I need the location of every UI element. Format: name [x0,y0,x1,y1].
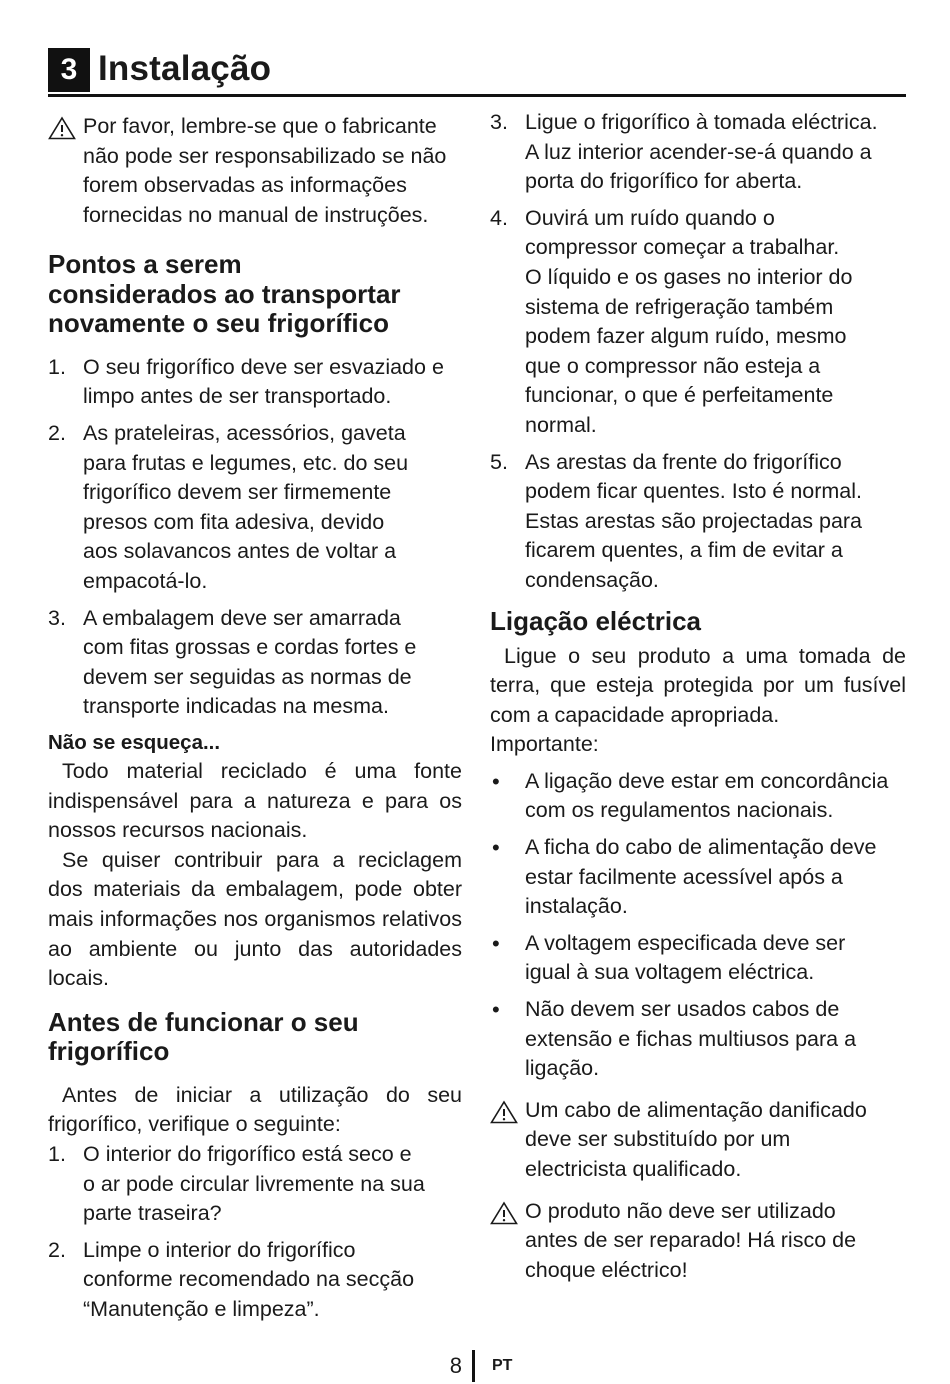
item-line: normal. [525,412,597,437]
item-line: As arestas da frente do frigorífico [525,449,842,474]
list-item [490,204,906,441]
item-line: compressor começar a trabalhar. [525,235,840,260]
list-item [48,353,462,412]
item-number: 2. [48,1237,66,1262]
electric-connection-heading: Ligação eléctrica [490,605,701,636]
list-item [48,419,462,597]
item-line: empacotá-lo. [83,569,208,594]
item-line: O interior do frigorífico está seco e [83,1141,412,1166]
requirements-list [490,767,906,1084]
item-line: ligação. [525,1056,600,1081]
item-number: 2. [48,421,66,446]
bullet-item [490,833,906,922]
item-line: Limpe o interior do frigorífico [83,1237,356,1262]
item-line: A voltagem especificada deve ser [525,930,846,955]
chapter-number: 3 [48,48,90,92]
item-line: Ligue o frigorífico à tomada eléctrica. [525,110,878,134]
item-line: parte traseira? [83,1201,222,1226]
item-number: 4. [490,205,508,230]
item-line: ficarem quentes, a fim de evitar a [525,538,843,563]
item-line: A ligação deve estar em concordância [525,768,889,793]
item-line: funcionar, o que é perfeitamente [525,383,834,408]
before-operating-list [48,1140,462,1325]
warning-line: electricista qualificado. [525,1157,742,1181]
bullet-item [490,767,906,826]
warning-line: deve ser substituído por um [525,1127,791,1152]
heading-line: considerados ao transportar [48,278,401,309]
item-line: podem ficar quentes. Isto é normal. [525,479,863,504]
page-footer [0,1350,950,1384]
heading-line: novamente o seu frigorífico [48,308,389,339]
item-line: igual à sua voltagem eléctrica. [525,960,815,985]
right-column [490,108,906,1285]
item-line: Ouvirá um ruído quando o [525,205,775,230]
warning-line: Um cabo de alimentação danificado [525,1097,867,1122]
remember-heading: Não se esqueça... [48,731,221,754]
item-line: podem fazer algum ruído, mesmo [525,324,847,349]
chapter-title: Instalação [98,49,272,88]
before-operating-heading [48,1008,462,1067]
item-line: A embalagem deve ser amarrada [83,605,401,630]
item-line: sistema de refrigeração também [525,294,834,319]
list-item [490,448,906,596]
list-item [48,604,462,722]
item-number: 1. [48,1141,66,1166]
item-number: 1. [48,354,66,379]
before-operating-intro: Antes de iniciar a utilização do seu frigorífico, verifique o seguinte: [48,1082,462,1137]
item-line: O líquido e os gases no interior do [525,264,853,289]
item-line: com os regulamentos nacionais. [525,798,834,823]
warning-icon [490,1201,518,1225]
before-operating-list-continued [490,108,906,596]
item-line: frigorífico devem ser firmemente [83,480,392,505]
warning-icon [490,1100,518,1124]
item-number: 3. [490,110,508,134]
list-item [48,1236,462,1325]
item-line: porta do frigorífico for aberta. [525,169,803,194]
chapter-header [48,46,906,97]
bullet-item [490,995,906,1084]
heading-line: frigorífico [48,1036,170,1067]
item-line: aos solavancos antes de voltar a [83,539,397,564]
item-line: “Manutenção e limpeza”. [83,1296,320,1321]
item-line: conforme recomendado na secção [83,1267,415,1292]
bullet-item [490,929,906,988]
list-item [48,1140,462,1229]
item-line: instalação. [525,894,628,919]
bullet-icon: • [492,835,500,861]
item-line: limpo antes de ser transportado. [83,384,392,409]
electric-connection-paragraph: Ligue o seu produto a uma tomada de terra, que esteja protegida por um fusível com a capacidade apropriada. [490,643,906,727]
item-line: A ficha do cabo de alimentação deve [525,835,877,860]
item-line: que o compressor não esteja a [525,353,821,378]
bullet-icon: • [492,930,500,956]
item-number: 5. [490,449,508,474]
warning-icon [48,116,76,140]
language-code: PT [492,1357,513,1374]
item-line: extensão e fichas multiusos para a [525,1026,857,1051]
warning-damaged-cable [490,1096,906,1185]
warning-line: O produto não deve ser utilizado [525,1198,836,1223]
item-line: presos com fita adesiva, devido [83,509,385,534]
item-line: para frutas e legumes, etc. do seu [83,450,409,475]
list-item [490,108,906,197]
item-line: Estas arestas são projectadas para [525,508,863,533]
page-number: 8 [449,1353,462,1378]
remember-paragraph: Se quiser contribuir para a reciclagem dos materiais da embalagem, pode obter mais informações nos organismos relativos ao ambiente ou junto das autoridades locais. [48,847,462,991]
remember-paragraph: Todo material reciclado é uma fonte indispensável para a natureza e para os nossos recursos nacionais. [48,759,462,843]
bullet-icon: • [492,768,500,794]
item-line: transporte indicadas na mesma. [83,694,389,719]
item-line: devem ser seguidas as normas de [83,664,412,689]
item-line: As prateleiras, acessórios, gaveta [83,421,406,446]
important-label: Importante: [490,732,599,757]
item-line: Não devem ser usados cabos de [525,997,840,1022]
item-line: A luz interior acender-se-á quando a [525,139,872,164]
warning-shock-risk [490,1197,906,1286]
warning-manufacturer [48,112,462,230]
warning-line: não pode ser responsabilizado se não [83,143,447,168]
bullet-icon: • [492,997,500,1023]
left-column [48,108,462,1325]
item-line: O seu frigorífico deve ser esvaziado e [83,354,444,379]
warning-line: forem observadas as informações [83,173,407,198]
warning-line: Por favor, lembre-se que o fabricante [83,114,437,138]
warning-line: antes de ser reparado! Há risco de [525,1228,857,1253]
item-number: 3. [48,605,66,630]
heading-line: Antes de funcionar o seu [48,1006,359,1037]
warning-line: choque eléctrico! [525,1257,688,1282]
item-line: condensação. [525,567,659,592]
item-line: estar facilmente acessível após a [525,864,843,889]
transport-list [48,353,462,722]
warning-line: fornecidas no manual de instruções. [83,202,429,227]
item-line: o ar pode circular livremente na sua [83,1171,425,1196]
heading-line: Pontos a serem [48,249,242,280]
item-line: com fitas grossas e cordas fortes e [83,635,417,660]
footer-divider [472,1350,475,1382]
transport-heading [48,250,462,339]
